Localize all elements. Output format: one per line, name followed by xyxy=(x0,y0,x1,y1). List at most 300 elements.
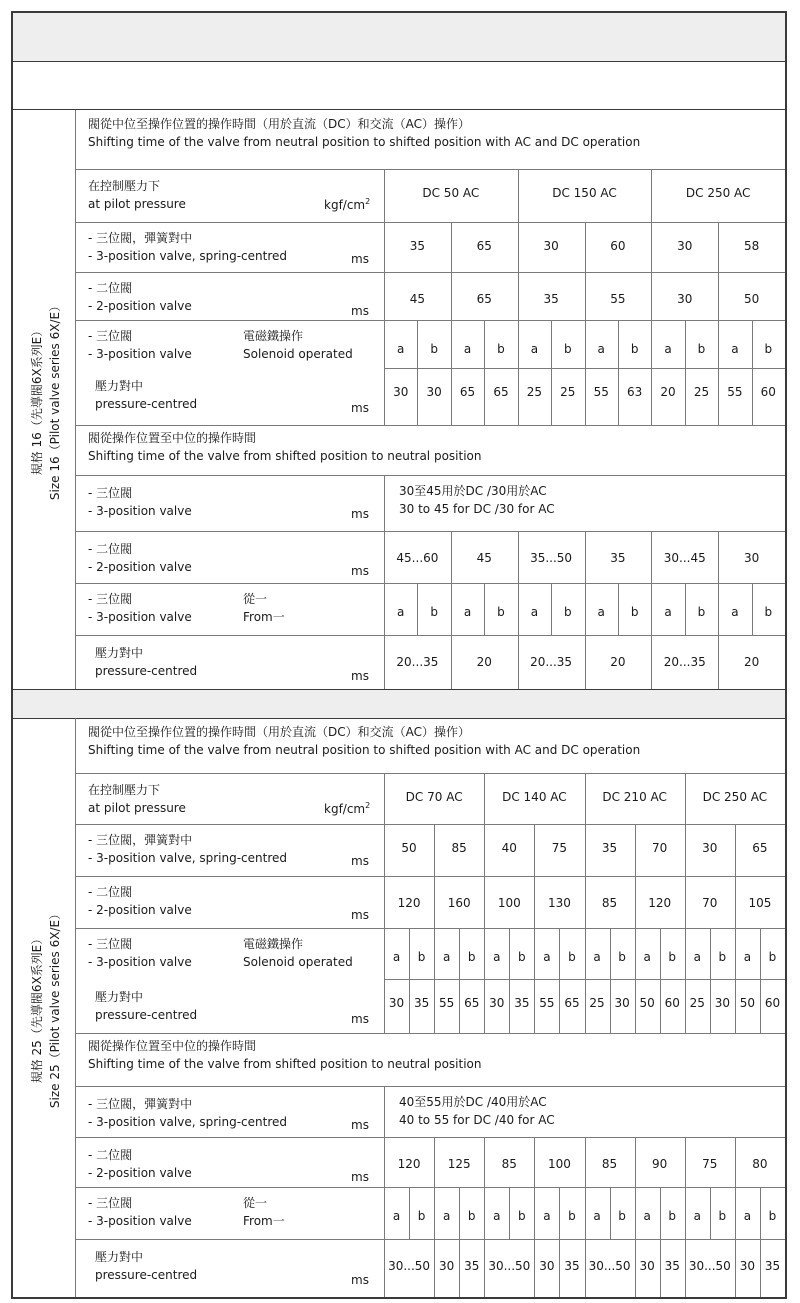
grid-line xyxy=(75,718,76,1297)
grid-line xyxy=(75,222,785,223)
grid-line xyxy=(518,320,519,425)
pressure-centred-return-value: 35 xyxy=(464,1259,480,1273)
spring-return-en: 40 to 55 for DC /40 for AC xyxy=(399,1113,555,1127)
two-position-value: 120 xyxy=(397,896,421,910)
return-heading-en: Shifting time of the valve from shifted position to neutral position xyxy=(88,1057,482,1071)
return-heading-en: Shifting time of the valve from shifted position to neutral position xyxy=(88,449,482,463)
section-heading-zh: 閥從中位至操作位置的操作時間（用於直流（DC）和交流（AC）操作） xyxy=(88,725,470,739)
row-three-pos-zh: - 三位閥 xyxy=(88,329,133,343)
solenoid-zh: 電磁鐵操作 xyxy=(243,329,304,343)
port-label: b xyxy=(768,950,777,964)
pressure-centred-value: 30 xyxy=(489,996,505,1010)
footnote-zh xyxy=(26,70,30,85)
spring-centred-value: 35 xyxy=(601,841,618,855)
two-position-return-value: 85 xyxy=(601,1157,618,1171)
row-three-pos-en: - 3-position valve xyxy=(88,955,192,969)
solenoid-en: Solenoid operated xyxy=(243,347,353,361)
unit-superscript: 2 xyxy=(365,197,371,206)
pressure-header: DC 250 AC xyxy=(702,790,768,804)
port-label: b xyxy=(568,950,576,964)
grid-line xyxy=(75,425,785,426)
pressure-centred-value: 60 xyxy=(664,996,680,1010)
port-label: b xyxy=(668,1209,677,1223)
port-label: b xyxy=(618,950,626,964)
port-label: a xyxy=(693,950,701,964)
grid-line xyxy=(610,928,611,1033)
grid-line xyxy=(534,1239,535,1297)
pressure-centred-return-value: 20 xyxy=(476,655,492,669)
two-position-value: 55 xyxy=(610,292,626,306)
grid-line xyxy=(75,824,785,825)
pressure-centred-return-en: pressure-centred xyxy=(95,1268,198,1282)
grid-line xyxy=(459,1239,460,1297)
two-position-return-value: 100 xyxy=(547,1157,571,1171)
port-label: a xyxy=(593,1209,601,1223)
pressure-centred-return-value: 30...50 xyxy=(388,1259,431,1273)
pressure-centred-value: 60 xyxy=(764,996,781,1010)
grid-line xyxy=(384,475,385,531)
grid-line xyxy=(417,583,418,635)
grid-line xyxy=(585,824,586,928)
grid-line xyxy=(484,1187,485,1239)
pressure-centred-return-zh: 壓力對中 xyxy=(95,1250,144,1264)
pressure-centred-zh: 壓力對中 xyxy=(95,990,144,1004)
port-label: b xyxy=(417,950,426,964)
grid-line xyxy=(484,1239,485,1297)
spring-centred-value: 70 xyxy=(652,841,668,855)
grid-line xyxy=(484,320,485,425)
grid-line xyxy=(417,320,418,425)
port-label: a xyxy=(392,1209,401,1223)
grid-line xyxy=(585,1137,586,1187)
two-position-value: 85 xyxy=(601,896,618,910)
grid-line xyxy=(551,320,552,425)
solenoid-zh: 電磁鐵操作 xyxy=(243,937,304,951)
row-spring-return-en: - 3-position valve xyxy=(88,504,192,518)
unit-ms: ms xyxy=(351,854,369,868)
grid-line xyxy=(551,583,552,635)
row-two-pos-return-zh: - 二位閥 xyxy=(88,542,133,556)
grid-line xyxy=(685,1137,686,1187)
grid-line xyxy=(451,531,452,583)
grid-line xyxy=(735,824,736,928)
footnote-divider xyxy=(13,109,785,110)
port-label: a xyxy=(493,950,501,964)
unit-superscript: 2 xyxy=(365,801,371,810)
grid-line xyxy=(75,773,785,774)
port-label: b xyxy=(467,1209,476,1223)
port-label: a xyxy=(463,605,472,619)
grid-line xyxy=(735,1239,736,1297)
port-label: b xyxy=(518,950,526,964)
row-two-pos-zh: - 二位閥 xyxy=(88,281,133,295)
pressure-centred-value: 65 xyxy=(464,996,480,1010)
grid-line xyxy=(518,635,519,689)
pressure-centred-value: 65 xyxy=(564,996,580,1010)
two-position-value: 105 xyxy=(748,896,772,910)
page-title xyxy=(26,28,35,44)
port-label: b xyxy=(497,342,505,356)
grid-line xyxy=(559,1239,560,1297)
grid-line xyxy=(451,222,452,320)
grid-line xyxy=(618,583,619,635)
port-label: b xyxy=(518,1209,526,1223)
grid-line xyxy=(451,635,452,689)
pressure-centred-return-value: 20...35 xyxy=(396,655,439,669)
port-label: a xyxy=(397,342,405,356)
grid-line xyxy=(660,1239,661,1297)
row-spring-return-zh: - 三位閥 xyxy=(88,486,133,500)
spring-centred-value: 30 xyxy=(543,239,559,253)
port-label: b xyxy=(718,950,727,964)
grid-line xyxy=(685,1239,686,1297)
from-en: From一 xyxy=(243,610,285,624)
pressure-centred-value: 55 xyxy=(539,996,555,1010)
pressure-centred-value: 25 xyxy=(560,385,576,399)
port-label: b xyxy=(718,1209,727,1223)
grid-line xyxy=(635,928,636,1033)
two-position-value: 160 xyxy=(447,896,471,910)
grid-line xyxy=(75,1033,785,1034)
port-label: b xyxy=(568,1209,576,1223)
pressure-centred-return-value: 30 xyxy=(539,1259,555,1273)
grid-line xyxy=(384,1086,385,1137)
return-heading-zh: 閥從操作位置至中位的操作時間 xyxy=(88,431,257,445)
from-zh: 從一 xyxy=(243,592,268,606)
row-spring-zh: - 三位閥，彈簧對中 xyxy=(88,833,193,847)
pressure-header: DC 140 AC xyxy=(502,790,567,804)
section-heading-en: Shifting time of the valve from neutral position to shifted position with AC and DC operation xyxy=(88,743,641,757)
two-position-value: 100 xyxy=(497,896,521,910)
size-label-zh: 規格 25（先導閥6X系列E） xyxy=(30,932,44,1083)
grid-line xyxy=(718,583,719,635)
pressure-centred-value: 30 xyxy=(388,996,405,1010)
unit-ms: ms xyxy=(351,669,369,683)
two-position-return-value: 75 xyxy=(702,1157,718,1171)
pressure-centred-return-zh: 壓力對中 xyxy=(95,646,144,660)
unit-ms: ms xyxy=(351,252,369,266)
pressure-centred-value: 55 xyxy=(727,385,743,399)
port-label: b xyxy=(768,1209,777,1223)
two-position-return-value: 120 xyxy=(397,1157,421,1171)
grid-line xyxy=(618,320,619,425)
port-label: b xyxy=(430,342,438,356)
pressure-centred-value: 63 xyxy=(626,385,643,399)
row-three-pos-zh: - 三位閥 xyxy=(88,937,133,951)
port-label: a xyxy=(543,950,551,964)
spring-centred-value: 65 xyxy=(752,841,768,855)
grid-line xyxy=(685,928,686,1033)
grid-line xyxy=(635,1137,636,1187)
port-label: b xyxy=(430,605,438,619)
grid-line xyxy=(651,635,652,689)
unit-ms: ms xyxy=(351,401,369,415)
spring-return-zh: 30至45用於DC /30用於AC xyxy=(399,484,547,498)
unit-ms: ms xyxy=(351,1118,369,1132)
pressure-centred-return-value: 30...50 xyxy=(688,1259,731,1273)
two-position-return-value: 85 xyxy=(501,1157,517,1171)
row-two-pos-en: - 2-position valve xyxy=(88,903,192,917)
grid-line xyxy=(451,320,452,425)
row-from-zh: - 三位閥 xyxy=(88,1196,133,1210)
port-label: a xyxy=(442,950,451,964)
row-two-pos-return-en: - 2-position valve xyxy=(88,1166,192,1180)
grid-line xyxy=(75,320,785,321)
grid-line xyxy=(651,531,652,583)
grid-line xyxy=(484,773,485,824)
grid-line xyxy=(534,928,535,1033)
grid-line xyxy=(484,1137,485,1187)
grid-line xyxy=(760,1187,761,1239)
port-label: a xyxy=(597,605,605,619)
row-two-pos-en: - 2-position valve xyxy=(88,299,192,313)
spring-centred-value: 35 xyxy=(409,239,426,253)
grid-line xyxy=(75,110,76,689)
spring-centred-value: 65 xyxy=(476,239,492,253)
port-label: b xyxy=(618,1209,626,1223)
two-position-return-value: 45 xyxy=(476,551,492,565)
grid-line xyxy=(75,1086,785,1087)
pressure-centred-value: 50 xyxy=(639,996,655,1010)
two-position-value: 130 xyxy=(547,896,571,910)
footnote-en xyxy=(26,88,30,103)
port-label: b xyxy=(563,342,572,356)
port-label: a xyxy=(530,605,539,619)
size-label-en: Size 25（Pilot valve series 6X/E） xyxy=(48,907,62,1108)
grid-line xyxy=(75,475,785,476)
from-zh: 從一 xyxy=(243,1196,268,1210)
row-three-pos-en: - 3-position valve xyxy=(88,347,192,361)
grid-line xyxy=(760,928,761,1033)
spring-centred-value: 85 xyxy=(451,841,467,855)
grid-line xyxy=(384,773,385,1033)
grid-line xyxy=(75,876,785,877)
spring-centred-value: 30 xyxy=(702,841,718,855)
grid-line xyxy=(434,824,435,928)
spring-centred-value: 75 xyxy=(551,841,568,855)
row-spring-zh: - 三位閥，彈簧對中 xyxy=(88,231,193,245)
grid-line xyxy=(685,773,686,824)
two-position-value: 35 xyxy=(543,292,559,306)
pressure-centred-return-value: 30...50 xyxy=(488,1259,531,1273)
shifting-times-panel xyxy=(11,11,787,1299)
pressure-unit: kgf/$cm^2$ xyxy=(324,801,371,816)
grid-line xyxy=(735,928,736,1033)
unit-ms: ms xyxy=(351,304,369,318)
port-label: a xyxy=(442,1209,451,1223)
section-gap xyxy=(13,689,785,719)
two-position-value: 70 xyxy=(702,896,718,910)
port-label: b xyxy=(697,605,706,619)
pressure-centred-value: 55 xyxy=(439,996,455,1010)
pressure-centred-value: 50 xyxy=(739,996,756,1010)
grid-line xyxy=(434,1239,435,1297)
grid-line xyxy=(484,928,485,1033)
grid-line xyxy=(459,1187,460,1239)
grid-line xyxy=(434,1187,435,1239)
port-label: a xyxy=(731,605,739,619)
two-position-value: 50 xyxy=(743,292,760,306)
grid-line xyxy=(384,169,385,425)
pressure-centred-en: pressure-centred xyxy=(95,397,198,411)
pilot-pressure-zh: 在控制壓力下 xyxy=(88,783,161,797)
pressure-centred-zh: 壓力對中 xyxy=(95,379,144,393)
pressure-centred-return-value: 35 xyxy=(764,1259,781,1273)
grid-line xyxy=(585,222,586,320)
port-label: a xyxy=(664,605,672,619)
grid-line xyxy=(635,1239,636,1297)
grid-line xyxy=(459,928,460,1033)
port-label: a xyxy=(743,950,752,964)
port-label: a xyxy=(493,1209,501,1223)
grid-line xyxy=(760,1239,761,1297)
port-label: b xyxy=(764,605,773,619)
pressure-centred-return-value: 30 xyxy=(739,1259,756,1273)
row-spring-return-en: - 3-position valve, spring-centred xyxy=(88,1115,288,1129)
grid-line xyxy=(752,583,753,635)
grid-line xyxy=(710,1187,711,1239)
pressure-centred-en: pressure-centred xyxy=(95,1008,198,1022)
port-label: a xyxy=(397,605,405,619)
grid-line xyxy=(75,1137,785,1138)
grid-line xyxy=(484,824,485,928)
grid-line xyxy=(509,928,510,1033)
two-position-value: 30 xyxy=(677,292,693,306)
grid-line xyxy=(585,1187,586,1239)
grid-line xyxy=(610,1187,611,1239)
row-two-pos-return-zh: - 二位閥 xyxy=(88,1148,133,1162)
unit-ms: ms xyxy=(351,1170,369,1184)
two-position-value: 65 xyxy=(476,292,492,306)
grid-line xyxy=(718,635,719,689)
grid-line xyxy=(585,928,586,1033)
grid-line xyxy=(534,824,535,928)
spring-return-en: 30 to 45 for DC /30 for AC xyxy=(399,502,555,516)
grid-line xyxy=(518,222,519,320)
row-from-en: - 3-position valve xyxy=(88,1214,192,1228)
grid-line xyxy=(75,531,785,532)
port-label: b xyxy=(563,605,572,619)
solenoid-en: Solenoid operated xyxy=(243,955,353,969)
port-label: a xyxy=(593,950,601,964)
return-heading-zh: 閥從操作位置至中位的操作時間 xyxy=(88,1039,257,1053)
grid-line xyxy=(585,531,586,583)
grid-line xyxy=(685,824,686,928)
grid-line xyxy=(710,928,711,1033)
pressure-centred-value: 60 xyxy=(760,385,776,399)
grid-line xyxy=(718,222,719,320)
pressure-centred-return-value: 20 xyxy=(743,655,760,669)
pilot-pressure-en: at pilot pressure xyxy=(88,801,186,815)
port-label: a xyxy=(664,342,672,356)
port-label: a xyxy=(693,1209,701,1223)
title-bar xyxy=(13,13,785,62)
port-label: a xyxy=(643,1209,651,1223)
grid-line xyxy=(660,1187,661,1239)
grid-line xyxy=(509,1187,510,1239)
grid-line xyxy=(484,583,485,635)
grid-line xyxy=(75,635,785,636)
grid-line xyxy=(434,928,435,1033)
pressure-centred-value: 30 xyxy=(426,385,442,399)
pressure-centred-return-en: pressure-centred xyxy=(95,664,198,678)
two-position-return-value: 30...45 xyxy=(663,551,706,565)
port-label: b xyxy=(668,950,677,964)
section-heading-en: Shifting time of the valve from neutral position to shifted position with AC and DC operation xyxy=(88,135,641,149)
row-two-pos-return-en: - 2-position valve xyxy=(88,560,192,574)
pressure-centred-return-value: 20 xyxy=(610,655,626,669)
spring-return-zh: 40至55用於DC /40用於AC xyxy=(399,1095,547,1109)
grid-line xyxy=(75,928,785,929)
grid-line xyxy=(75,169,785,170)
pressure-centred-return-value: 35 xyxy=(564,1259,580,1273)
grid-line xyxy=(685,1187,686,1239)
unit-ms: ms xyxy=(351,1273,369,1287)
grid-line xyxy=(635,1187,636,1239)
grid-line xyxy=(651,222,652,320)
grid-line xyxy=(735,1137,736,1187)
grid-line xyxy=(534,1187,535,1239)
pressure-centred-return-value: 20...35 xyxy=(530,655,573,669)
pressure-centred-value: 30 xyxy=(714,996,730,1010)
grid-line xyxy=(585,773,586,824)
grid-line xyxy=(718,320,719,425)
grid-line xyxy=(752,320,753,425)
grid-line xyxy=(585,1239,586,1297)
unit-ms: ms xyxy=(351,908,369,922)
port-label: b xyxy=(417,1209,426,1223)
two-position-return-value: 30 xyxy=(743,551,760,565)
section-heading-zh: 閥從中位至操作位置的操作時間（用於直流（DC）和交流（AC）操作） xyxy=(88,117,470,131)
grid-line xyxy=(660,928,661,1033)
port-label: a xyxy=(530,342,539,356)
two-position-return-value: 35 xyxy=(610,551,626,565)
two-position-value: 45 xyxy=(409,292,426,306)
grid-line xyxy=(685,320,686,425)
pressure-header: DC 70 AC xyxy=(405,790,463,804)
two-position-value: 120 xyxy=(648,896,672,910)
pressure-header: DC 210 AC xyxy=(602,790,667,804)
port-label: b xyxy=(764,342,773,356)
spring-centred-value: 30 xyxy=(677,239,693,253)
port-label: a xyxy=(743,1209,752,1223)
pressure-header: DC 50 AC xyxy=(422,186,480,200)
pressure-centred-value: 65 xyxy=(459,385,476,399)
grid-line xyxy=(434,1137,435,1187)
pressure-centred-value: 25 xyxy=(693,385,710,399)
pressure-centred-value: 25 xyxy=(526,385,543,399)
pressure-centred-return-value: 35 xyxy=(664,1259,680,1273)
grid-line xyxy=(651,169,652,222)
pressure-centred-value: 25 xyxy=(689,996,705,1010)
port-label: b xyxy=(467,950,476,964)
grid-line xyxy=(75,1239,785,1240)
grid-line xyxy=(559,1187,560,1239)
pressure-unit: kgf/$cm^2$ xyxy=(324,197,371,212)
grid-line xyxy=(651,320,652,425)
port-label: a xyxy=(731,342,739,356)
spring-centred-value: 60 xyxy=(610,239,626,253)
port-label: a xyxy=(392,950,401,964)
two-position-return-value: 80 xyxy=(752,1157,768,1171)
pressure-centred-return-value: 30 xyxy=(439,1259,455,1273)
row-spring-return-zh: - 三位閥，彈簧對中 xyxy=(88,1097,193,1111)
two-position-return-value: 90 xyxy=(652,1157,668,1171)
grid-line xyxy=(451,583,452,635)
grid-line xyxy=(518,169,519,222)
size-label-en: Size 16（Pilot valve series 6X/E） xyxy=(48,299,62,500)
pressure-header: DC 250 AC xyxy=(685,186,751,200)
